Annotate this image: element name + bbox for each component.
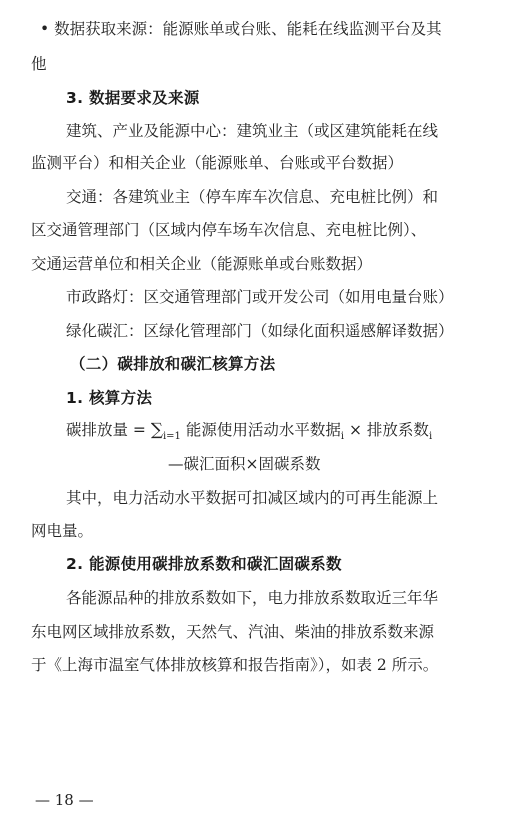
formula-line2: —碳汇面积×固碳系数 — [168, 455, 321, 473]
bullet-data-source-line2: 他 — [31, 55, 47, 73]
paragraph-factors-line3: 于《上海市温室气体排放核算和报告指南》），如表 2 所示。 — [31, 656, 439, 674]
formula-term2: 排放系数 — [366, 421, 429, 439]
sigma-subscript: i=1 — [162, 431, 181, 442]
bullet-data-source-line1: • 数据获取来源：能源账单或台账、能耗在线监测平台及其 — [40, 20, 442, 38]
paragraph-note-line1: 其中，电力活动水平数据可扣减区域内的可再生能源上 — [66, 489, 439, 507]
paragraph-factors-line1: 各能源品种的排放系数如下，电力排放系数取近三年华 — [66, 589, 439, 607]
subsection-heading-emission-factors: 2. 能源使用碳排放系数和碳汇固碳系数 — [66, 555, 342, 573]
paragraph-traffic-line1: 交通：各建筑业主（停车库车次信息、充电桩比例）和 — [66, 188, 439, 206]
paragraph-factors-line2: 东电网区域排放系数，天然气、汽油、柴油的排放系数来源 — [31, 623, 435, 641]
formula-times: × — [344, 421, 367, 439]
paragraph-traffic-line3: 交通运营单位和相关企业（能源账单或台账数据） — [31, 255, 373, 273]
section-heading-data-requirements: 3. 数据要求及来源 — [66, 89, 200, 107]
paragraph-building-line1: 建筑、产业及能源中心：建筑业主（或区建筑能耗在线 — [66, 122, 439, 140]
page-number: — 18 — — [35, 791, 94, 809]
term2-subscript: i — [428, 431, 433, 442]
formula-line1 — [66, 420, 432, 447]
formula-lhs: 碳排放量 = — [66, 421, 151, 439]
formula-term1: 能源使用活动水平数据 — [180, 421, 341, 439]
paragraph-green-carbon-sink: 绿化碳汇：区绿化管理部门（如绿化面积遥感解译数据） — [66, 322, 454, 340]
sigma-symbol: ∑ — [150, 420, 163, 440]
section-heading-accounting-methods: （二）碳排放和碳汇核算方法 — [70, 355, 276, 373]
paragraph-streetlight: 市政路灯：区交通管理部门或开发公司（如用电量台账） — [66, 288, 454, 306]
paragraph-traffic-line2: 区交通管理部门（区域内停车场车次信息、充电桩比例）、 — [31, 221, 427, 239]
term1-subscript: i — [340, 431, 345, 442]
subsection-heading-accounting: 1. 核算方法 — [66, 389, 153, 407]
paragraph-note-line2: 网电量。 — [31, 522, 94, 540]
paragraph-building-line2: 监测平台）和相关企业（能源账单、台账或平台数据） — [31, 154, 404, 172]
